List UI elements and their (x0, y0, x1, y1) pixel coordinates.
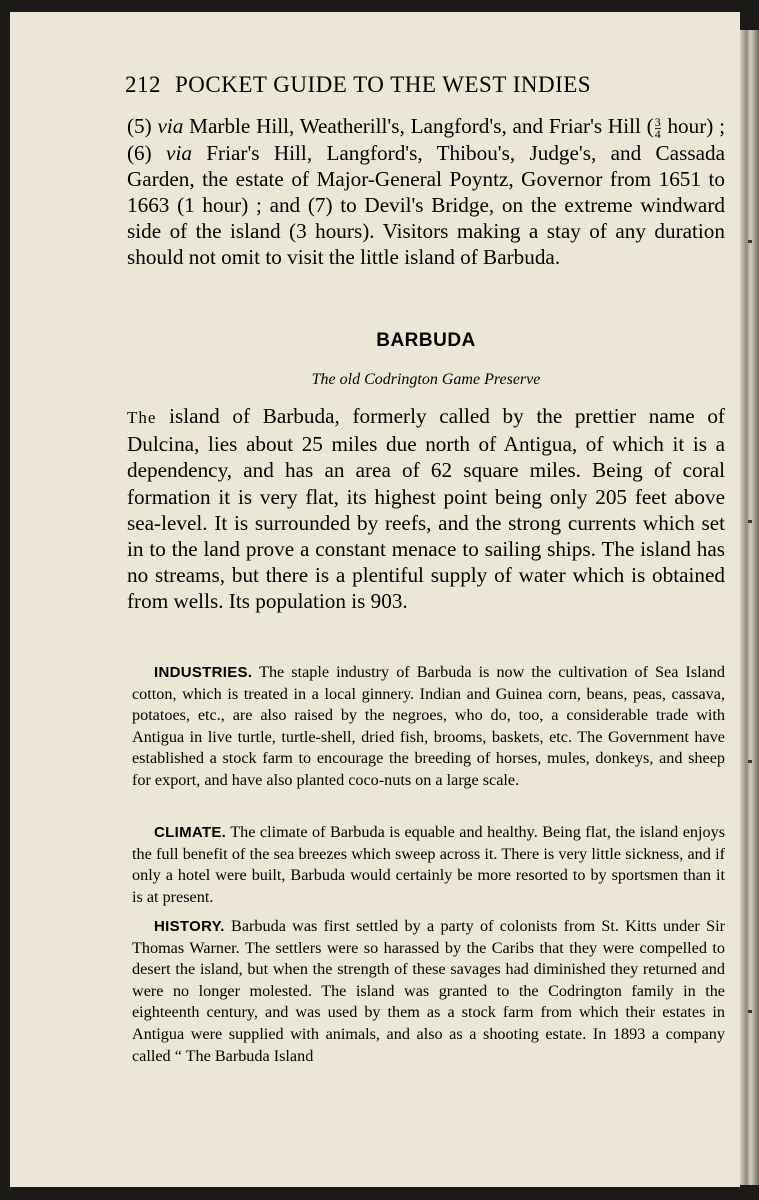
lead-word: The (127, 408, 157, 427)
section-subtitle: The old Codrington Game Preserve (311, 371, 541, 388)
spine-mark (748, 760, 752, 763)
industries-paragraph (132, 662, 725, 792)
via-word: via (166, 140, 192, 165)
climate-paragraph (132, 822, 725, 908)
history-heading: HISTORY. (154, 918, 225, 935)
page-number: 212 (125, 72, 161, 97)
climate-heading: CLIMATE. (154, 824, 227, 841)
industries-text: The staple industry of Barbuda is now the cultivation of Sea Island cotton, which is treated in a local ginnery. Indian and Guinea corn, beans, peas, cassava, potatoes, etc., are also raised by the negroes, who do, too, a considerable trade with Antigua in live turtle, turtle-shell, dried fish, brooms, baskets, etc. The Government have established a stock farm to encourage the breeding of horses, mules, donkeys, and sheep for export, and have also planted coco-nuts on a large scale. (132, 663, 725, 789)
spine-mark (748, 1010, 752, 1013)
route-number: (5) (127, 114, 152, 138)
via-word: via (157, 114, 184, 138)
main-paragraph-text: island of Barbuda, formerly called by the prettier name of Dulcina, lies about 25 miles due north of Antigua, of which it is a dependency, and has an area of 62 square miles. Being of coral formation it is very flat, its highest point being only 205 feet above sea-level. It is surrounded by reefs, and the strong currents which set in to the land prove a constant menace to sailing ships. The island has no streams, but there is a plentiful supply of water which is obtained from wells. Its population is 903. (127, 404, 725, 614)
fraction-numerator: 3 (654, 114, 661, 129)
climate-text: The climate of Barbuda is equable and healthy. Being flat, the island enjoys the full benefit of the sea breezes which sweep across it. There is very little sickness, and if only a hotel were built, Barbuda would certainly be more resorted to by sportsmen than it is at present. (132, 823, 725, 906)
spine-mark (748, 520, 752, 523)
history-paragraph (132, 916, 725, 1067)
history-text: Barbuda was first settled by a party of colonists from St. Kitts under Sir Thomas Warner. The settlers were so harassed by the Caribs that they were compelled to desert the island, but when the strength of these savages had diminished they returned and were no longer molested. The island was granted to the Codrington family in the eighteenth century, and was used by them as a stock farm from which their estates in Antigua were supplied with animals, and also as a shooting estate. In 1893 a company called “ The Barbuda Island (132, 917, 725, 1065)
spine-mark (748, 240, 752, 243)
intro-text-1: Marble Hill, Weatherill's, Langford's, and Friar's Hill ( (183, 114, 654, 138)
intro-text-3: Friar's Hill, Langford's, Thibou's, Judge's, and Cassada Garden, the estate of Major-General Poyntz, Governor from 1651 to 1663 (1 hour) ; and (7) to Devil's Bridge, on the extreme windward side of the island (3 hours). Visitors making a stay of any duration should not omit to visit the little island of Barbuda. (127, 140, 725, 270)
fraction-denominator: 4 (654, 126, 661, 141)
running-head (125, 70, 695, 100)
intro-text-2: hour) ; (6) (127, 114, 725, 165)
industries-heading: INDUSTRIES. (154, 664, 253, 681)
book-title: POCKET GUIDE TO THE WEST INDIES (175, 72, 592, 97)
fraction-three-quarters (654, 114, 661, 141)
section-title: BARBUDA (376, 330, 476, 351)
main-paragraph (127, 403, 725, 615)
intro-paragraph (127, 113, 725, 271)
